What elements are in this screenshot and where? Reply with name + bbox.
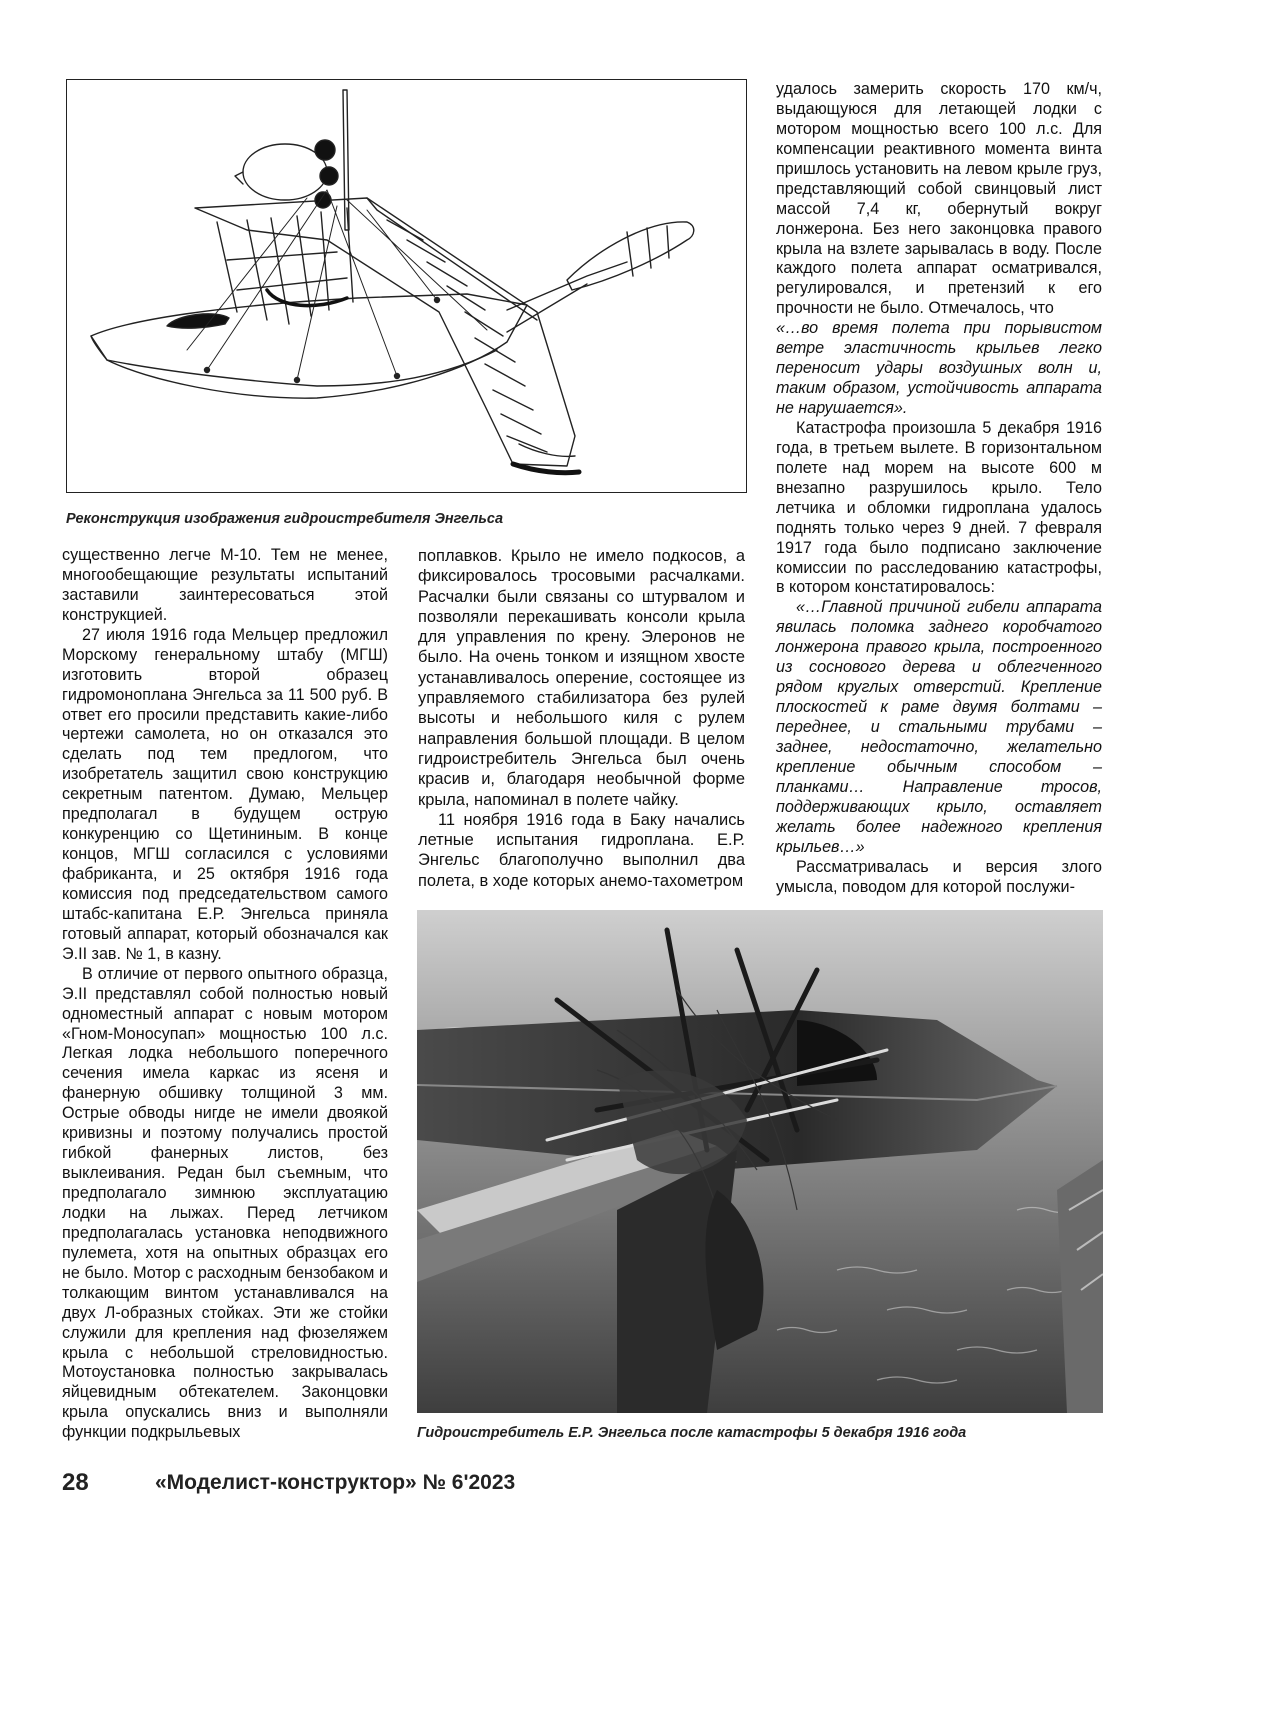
- page-number: 28: [62, 1469, 89, 1496]
- paragraph: 11 ноября 1916 года в Баку начались летные испытания гидроплана. Е.Р. Энгельс благополучно выполнил два полета, в ходе которых анемо-тахометром: [418, 810, 745, 890]
- paragraph: В отличие от первого опытного образца, Э.II представлял собой полностью новый одноместный аппарат с новым мотором «Гном-Моносупап» мощностью 100 л.с. Легкая лодка небольшого поперечного сечения имела каркас из ясеня и фанерную обшивку толщиной 3 мм. Острые обводы нигде не имели двоякой кривизны и поэтому получались простой гибкой фанерных листов, без выклеивания. Редан был съемным, что предполагало зимнюю эксплуатацию лодки на лыжах. Перед летчиком предполагалась установка неподвижного пулемета, хотя на опытных образцах его не было. Мотор с расходным бензобаком и толкающим винтом устанавливался на двух Л-образных стойках. Эти же стойки служили для крепления над фюзеляжем крыла с небольшой стреловидностью. Мотоустановка полностью закрывалась яйцевидным обтекателем. Законцовки крыла опускались вниз и выполняли функции подкрыльевых: [62, 964, 388, 1442]
- paragraph: 27 июля 1916 года Мельцер предложил Морскому генеральному штабу (МГШ) изготовить второй образец гидромоноплана Энгельса за 11 500 руб. В ответ его просили представить какие-либо чертежи самолета, но он отказался это сделать под тем предлогом, что изобретатель защитил свою конструкцию секретным патентом. Думаю, Мельцер предполагал в будущем острую конкуренцию со Щетининым. В конце концов, МГШ согласился с условиями фабриканта, и 25 октября 1916 года комиссия под председательством самого штабс-капитана Е.Р. Энгельса приняла готовый аппарат, который обозначался как Э.II зав. № 1, в казну.: [62, 625, 388, 963]
- figure1-caption: Реконструкция изображения гидроистребителя Энгельса: [66, 511, 504, 527]
- text-column-left: [62, 546, 388, 1443]
- seaplane-line-drawing: [67, 80, 746, 492]
- paragraph: Рассматривалась и версия злого умысла, поводом для которой послужи-: [776, 857, 1102, 896]
- text-column-middle: [418, 546, 745, 891]
- paragraph: Катастрофа произошла 5 декабря 1916 года, в третьем вылете. В горизонтальном полете над морем на высоте 600 м внезапно разрушилось крыло. Тело летчика и обломки гидроплана удалось поднять только через 9 дней. 7 февраля 1917 года было подписано заключение комиссии по расследованию катастрофы, в котором констатировалось:: [776, 418, 1102, 597]
- wreck-photo-illustration: [417, 910, 1103, 1413]
- paragraph: существенно легче М-10. Тем не менее, многообещающие результаты испытаний заставили заинтересоваться этой конструкцией.: [62, 546, 388, 624]
- text-column-right: [776, 80, 1102, 897]
- paragraph: удалось замерить скорость 170 км/ч, выдающуюся для летающей лодки с мотором мощностью всего 100 л.с. Для компенсации реактивного момента винта пришлось установить на левом крыле груз, представляющий собой свинцовый лист массой 7,4 кг, обернутый вокруг лонжерона. Без него законцовка правого крыла на взлете зарывалась в воду. После каждого полета аппарат осматривался, регулировался, и претензий к его прочности не было. Отмечалось, что: [776, 80, 1103, 318]
- wreck-photo: [417, 910, 1103, 1413]
- figure2-caption: Гидроистребитель Е.Р. Энгельса после катастрофы 5 декабря 1916 года: [417, 1425, 967, 1441]
- paragraph: поплавков. Крыло не имело подкосов, а фиксировалось тросовыми расчалками. Расчалки были связаны со штурвалом и позволяли перекашивать консоли крыла для управления по крену. Элеронов не было. На очень тонком и изящном хвосте устанавливалось оперение, состоящее из управляемого стабилизатора без рулей высоты и небольшого киля с рулем направления большой площади. В целом гидроистребитель Энгельса был очень красив и, благодаря необычной форме крыла, напоминал в полете чайку.: [418, 547, 745, 809]
- quote-paragraph: «…во время полета при порывистом ветре эластичность крыльев легко переносит удары воздушных волн и, таким образом, устойчивость аппарата не нарушается».: [776, 319, 1102, 417]
- reconstruction-figure: [66, 79, 747, 493]
- quote-paragraph: «…Главной причиной гибели аппарата явилась поломка заднего коробчатого лонжерона правого крыла, построенного из соснового дерева и облегченного рядом круглых отверстий. Крепление плоскостей к раме двумя болтами – переднее, и стальными трубами – заднее, недостаточно, желательно крепление обычным способом – планками… Направление тросов, поддерживающих крыло, оставляет желать более надежного крепления крыльев…»: [776, 598, 1102, 856]
- journal-title: «Моделист-конструктор» № 6'2023: [155, 1471, 516, 1494]
